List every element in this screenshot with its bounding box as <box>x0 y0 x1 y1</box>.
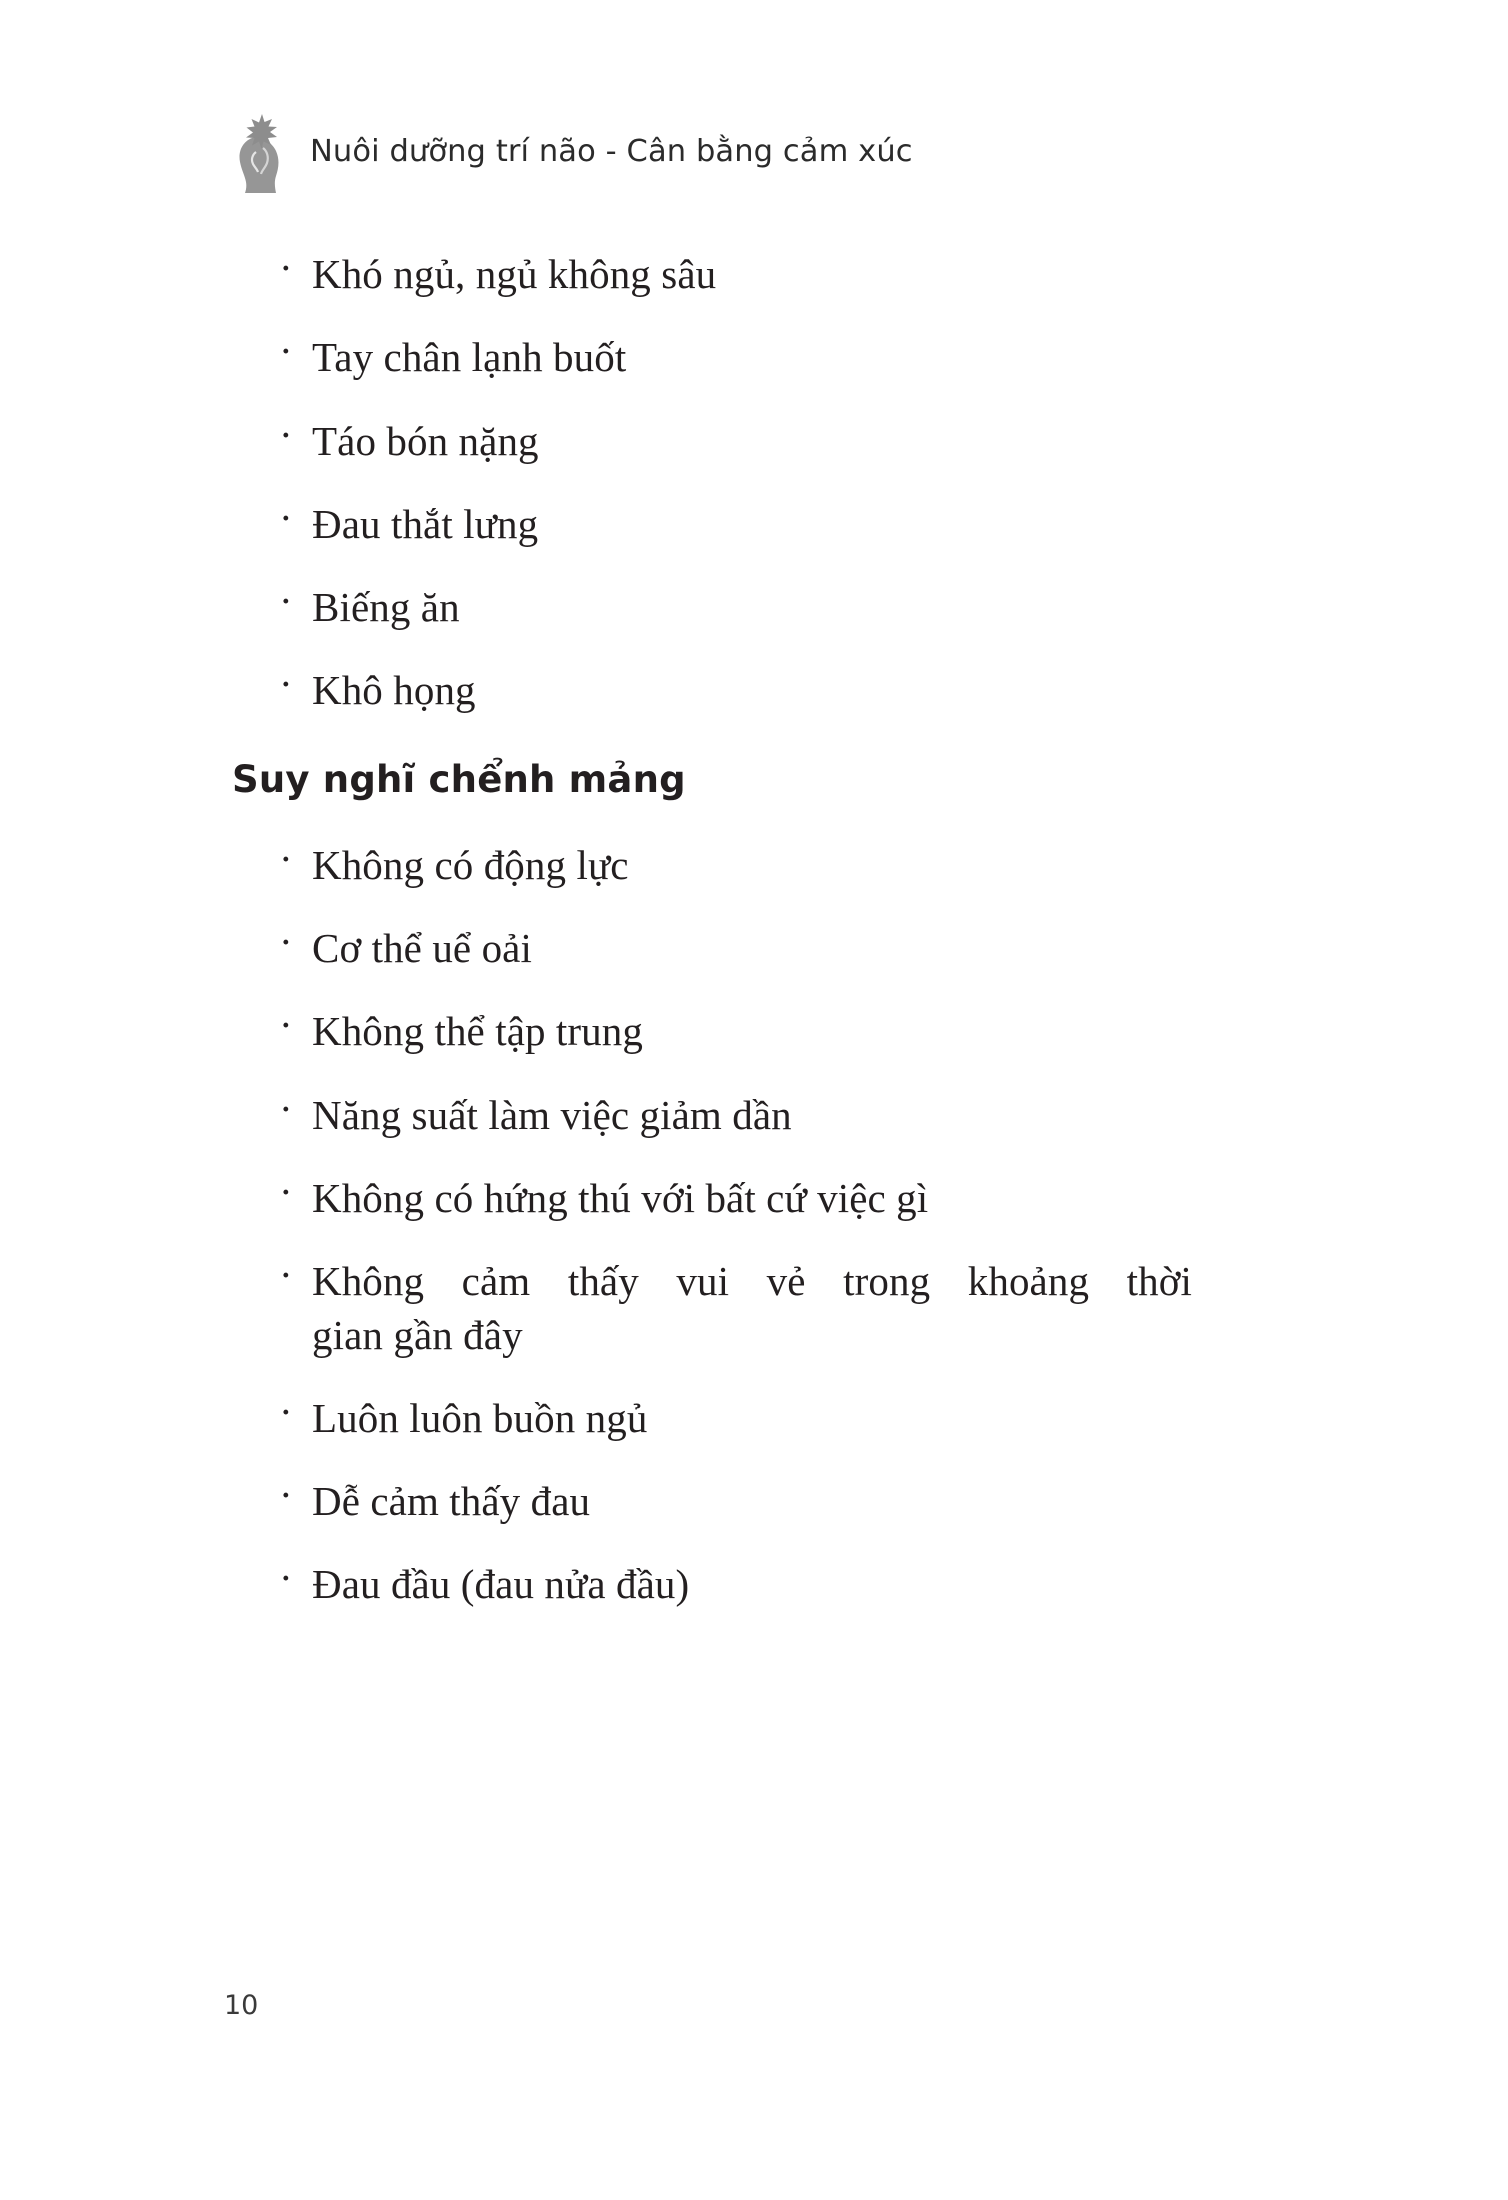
symptom-list-mental <box>232 839 1282 1612</box>
list-item: · Khó ngủ, ngủ không sâu <box>232 248 1282 301</box>
list-item: · Đau đầu (đau nửa đầu) <box>232 1558 1282 1611</box>
list-item: · Năng suất làm việc giảm dần <box>232 1089 1282 1142</box>
page-content <box>232 248 1282 1642</box>
section-heading: Suy nghĩ chểnh mảng <box>232 757 686 801</box>
list-item: · Không thể tập trung <box>232 1005 1282 1058</box>
running-head-title: Nuôi dưỡng trí não - Cân bằng cảm xúc <box>310 133 913 169</box>
list-item: · Cơ thể uể oải <box>232 922 1282 975</box>
list-item: · Không có động lực <box>232 839 1282 892</box>
list-item: · Táo bón nặng <box>232 415 1282 468</box>
page-header <box>232 108 913 194</box>
symptom-list-physical <box>232 248 1282 718</box>
list-item-line-2: gian gần đây <box>312 1311 523 1358</box>
page-number: 10 <box>224 1990 259 2021</box>
list-item: · Luôn luôn buồn ngủ <box>232 1392 1282 1445</box>
head-profile-logo-icon <box>232 108 288 194</box>
list-item: · Khô họng <box>232 664 1282 717</box>
list-item-wrapped <box>232 1255 1282 1362</box>
list-item: · Đau thắt lưng <box>232 498 1282 551</box>
list-item-line-1: · Không cảm thấy vui vẻ trong khoảng thời <box>312 1258 1192 1305</box>
list-item: · Biếng ăn <box>232 581 1282 634</box>
list-item: · Không có hứng thú với bất cứ việc gì <box>232 1172 1282 1225</box>
list-item: · Dễ cảm thấy đau <box>232 1475 1282 1528</box>
list-item: · Tay chân lạnh buốt <box>232 331 1282 384</box>
